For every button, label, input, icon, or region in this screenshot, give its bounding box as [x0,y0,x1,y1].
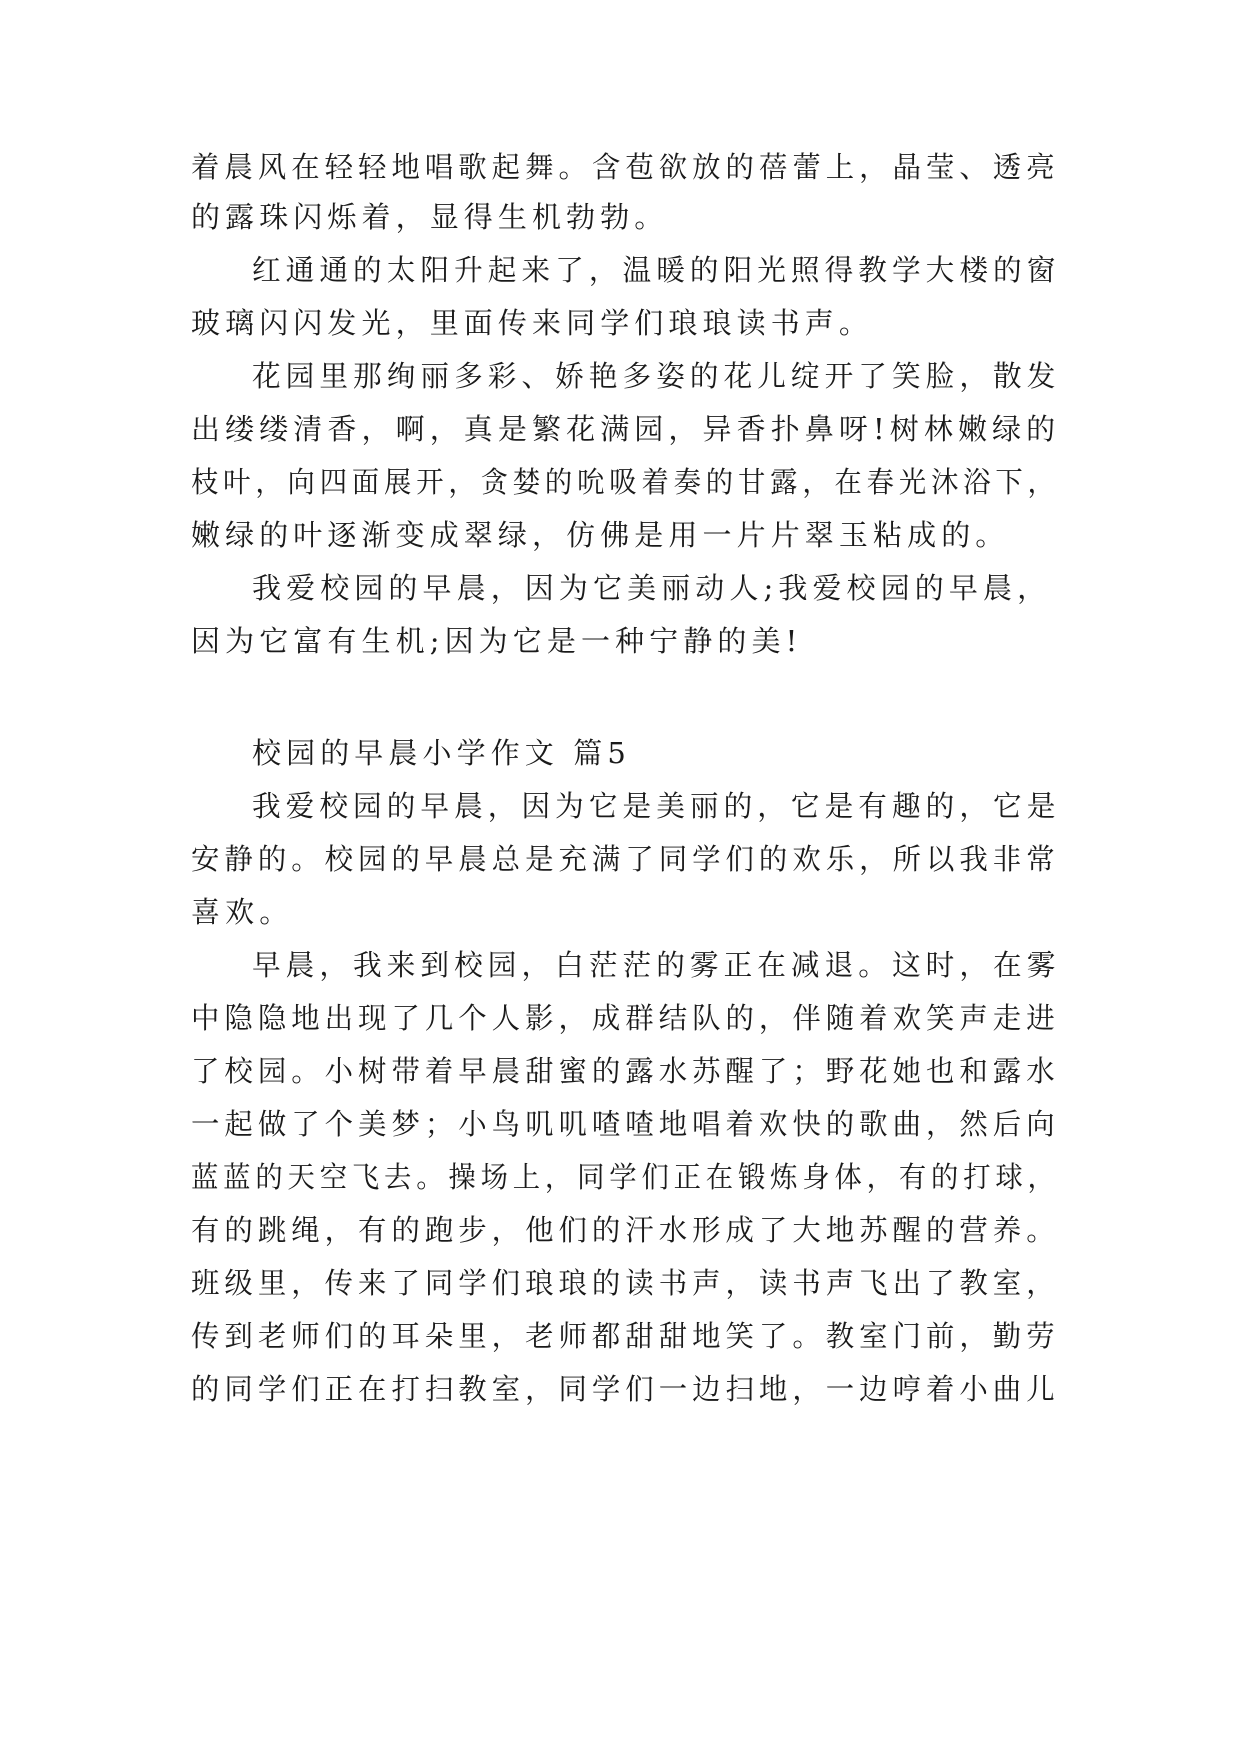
text-line: 出缕缕清香，啊，真是繁花满园，异香扑鼻呀!树林嫩绿的 [191,412,1061,446]
paragraph-start: 红通通的太阳升起来了，温暖的阳光照得教学大楼的窗 [252,253,1061,287]
paragraph-start: 我爱校园的早晨，因为它是美丽的，它是有趣的，它是 [252,789,1061,823]
text-line: 的同学们正在打扫教室，同学们一边扫地，一边哼着小曲儿 [191,1372,1060,1406]
text-line: 蓝蓝的天空飞去。操场上，同学们正在锻炼身体，有的打球， [191,1160,1060,1194]
text-line: 有的跳绳，有的跑步，他们的汗水形成了大地苏醒的营养。 [191,1213,1060,1247]
text-line: 因为它富有生机;因为它是一种宁静的美! [191,624,803,658]
text-line: 班级里，传来了同学们琅琅的读书声，读书声飞出了教室， [191,1266,1060,1300]
text-line: 了校园。小树带着早晨甜蜜的露水苏醒了；野花她也和露水 [191,1054,1060,1088]
paragraph-start: 我爱校园的早晨，因为它美丽动人;我爱校园的早晨， [252,571,1052,605]
text-line: 一起做了个美梦；小鸟叽叽喳喳地唱着欢快的歌曲，然后向 [191,1107,1060,1141]
text-line: 玻璃闪闪发光，里面传来同学们琅琅读书声。 [191,306,874,340]
paragraph-start: 花园里那绚丽多彩、娇艳多姿的花儿绽开了笑脸，散发 [252,359,1061,393]
section-heading: 校园的早晨小学作文 篇5 [252,736,631,770]
text-line: 中隐隐地出现了几个人影，成群结队的，伴随着欢笑声走进 [191,1001,1060,1035]
text-line: 嫩绿的叶逐渐变成翠绿，仿佛是用一片片翠玉粘成的。 [191,518,1010,552]
text-line: 传到老师们的耳朵里，老师都甜甜地笑了。教室门前，勤劳 [191,1319,1060,1353]
text-line: 的露珠闪烁着，显得生机勃勃。 [191,200,669,234]
text-line: 安静的。校园的早晨总是充满了同学们的欢乐，所以我非常 [191,842,1060,876]
paragraph-start: 早晨，我来到校园，白茫茫的雾正在减退。这时，在雾 [252,948,1061,982]
text-line: 着晨风在轻轻地唱歌起舞。含苞欲放的蓓蕾上，晶莹、透亮 [191,150,1060,184]
text-line: 枝叶，向四面展开，贪婪的吮吸着奏的甘露，在春光沐浴下， [191,465,1060,499]
text-line: 喜欢。 [191,895,294,929]
